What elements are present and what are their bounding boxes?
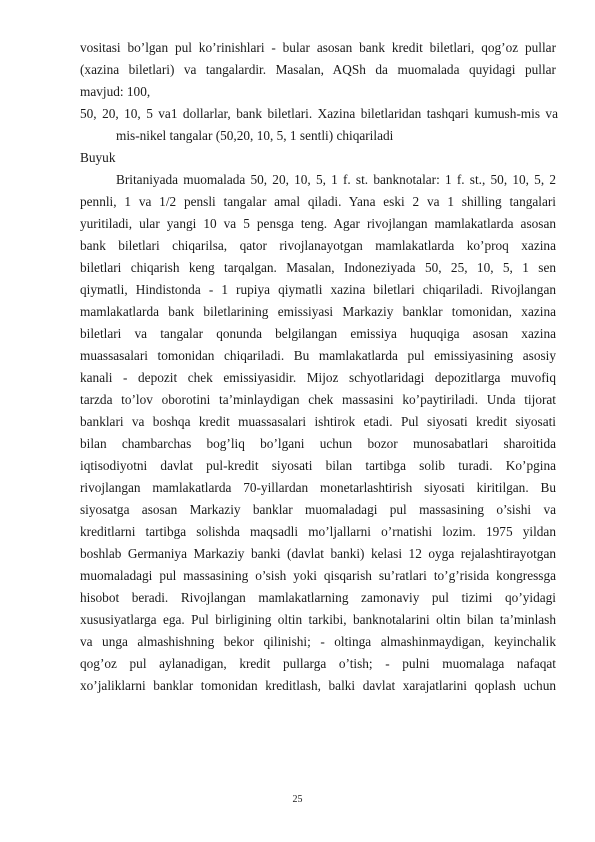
text-line: xususiyatlarga ega. Pul birligining oltin tarkibi, banknotalarini oltin bilan ta’minlash: [80, 612, 556, 627]
text-line: xo’jaliklarni banklar tomonidan kreditlash, balki davlat xarajatlarini qoplash uchun: [80, 678, 556, 693]
text-line: qog’oz pul aylanadigan, kredit pullarga o’tish; - pulni muomalaga nafaqat: [80, 656, 556, 671]
text-line: qiymatli, Hindistonda - 1 rupiya qiymatli xazina biletlari chiqariladi. Rivojlangan: [80, 282, 556, 297]
text-line: tarzda to’lov oborotini ta’minlaydigan chek massasini ko’paytiriladi. Unda tijorat: [80, 392, 556, 407]
text-line: biletlari va tangalar qonunda belgilangan emissiya huquqiga asosan xazina: [80, 326, 556, 341]
text-line: 50, 20, 10, 5 va1 dollarlar, bank biletlari. Xazina biletlaridan tashqari kumush-mis va: [80, 106, 558, 121]
text-line: vositasi bo’lgan pul ko’rinishlari - bular asosan bank kredit biletlari, qog’oz pullar: [80, 40, 556, 55]
text-line: kreditlarni tartibga solishda maqsadli mo’ljallarni o’rnatishi lozim. 1975 yildan: [80, 524, 556, 539]
text-line: mavjud: 100,: [80, 84, 151, 99]
text-line: muassasalari tomonidan chiqariladi. Bu mamlakatlarda pul emissiyasining asosiy: [80, 348, 556, 363]
paragraph-first-line: Britaniyada muomalada 50, 20, 10, 5, 1 f. st. banknotalar: 1 f. st., 50, 10, 5, 2: [116, 172, 556, 187]
text-line: bilan chambarchas bog’liq bo’lgani uchun bozor munosabatlari sharoitida: [80, 436, 556, 451]
text-line: iqtisodiyotni davlat pul-kredit siyosati bilan tartibga solib turadi. Ko’pgina: [80, 458, 556, 473]
text-line: banklari va boshqa kredit muassasalari ishtirok etadi. Pul siyosati kredit siyosati: [80, 414, 556, 429]
page-number: 25: [292, 794, 303, 805]
text-line: (xazina biletlari) va tangalardir. Masalan, AQSh da muomalada quyidagi pullar: [80, 62, 556, 77]
text-line: kanali - depozit chek emissiyasidir. Mijoz schyotlaridagi depozitlarga muvofiq: [80, 370, 556, 385]
text-line: rivojlangan mamlakatlarda 70-yillardan monetarlashtirish siyosati kiritilgan. Bu: [80, 480, 556, 495]
text-line: mamlakatlarda bank biletlarining emissiyasi Markaziy banklar tomonidan, xazina: [80, 304, 556, 319]
text-line: Buyuk: [80, 150, 116, 165]
text-line: muomaladagi pul massasining o’sish yoki qisqarish su’ratlari to’g’risida kongressga: [80, 568, 556, 583]
text-line: mis-nikel tangalar (50,20, 10, 5, 1 sentli) chiqariladi: [116, 128, 394, 143]
text-line: va unga almashishning bekor qilinishi; - oltinga almashinmaydigan, keyinchalik: [80, 634, 556, 649]
text-line: pennli, 1 va 1/2 pensli tangalar amal qiladi. Yana eski 2 va 1 shilling tangalari: [80, 194, 556, 209]
text-line: yuritiladi, ular yangi 10 va 5 pensga teng. Agar rivojlangan mamlakatlarda asosan: [80, 216, 556, 231]
text-line: siyosatga asosan Markaziy banklar muomaladagi pul massasining o’sishi va: [80, 502, 556, 517]
text-line: boshlab Germaniya Markaziy banki (davlat banki) kelasi 12 oyga rejalashtirayotgan: [80, 546, 556, 561]
text-line: hisobot beradi. Rivojlangan mamlakatlarning zamonaviy pul tizimi qo’yidagi: [80, 590, 556, 605]
text-line: biletlari chiqarish keng tarqalgan. Masalan, Indoneziyada 50, 25, 10, 5, 1 sen: [80, 260, 556, 275]
text-line: bank biletlari chiqarilsa, qator rivojlanayotgan mamlakatlarda ko’proq xazina: [80, 238, 556, 253]
